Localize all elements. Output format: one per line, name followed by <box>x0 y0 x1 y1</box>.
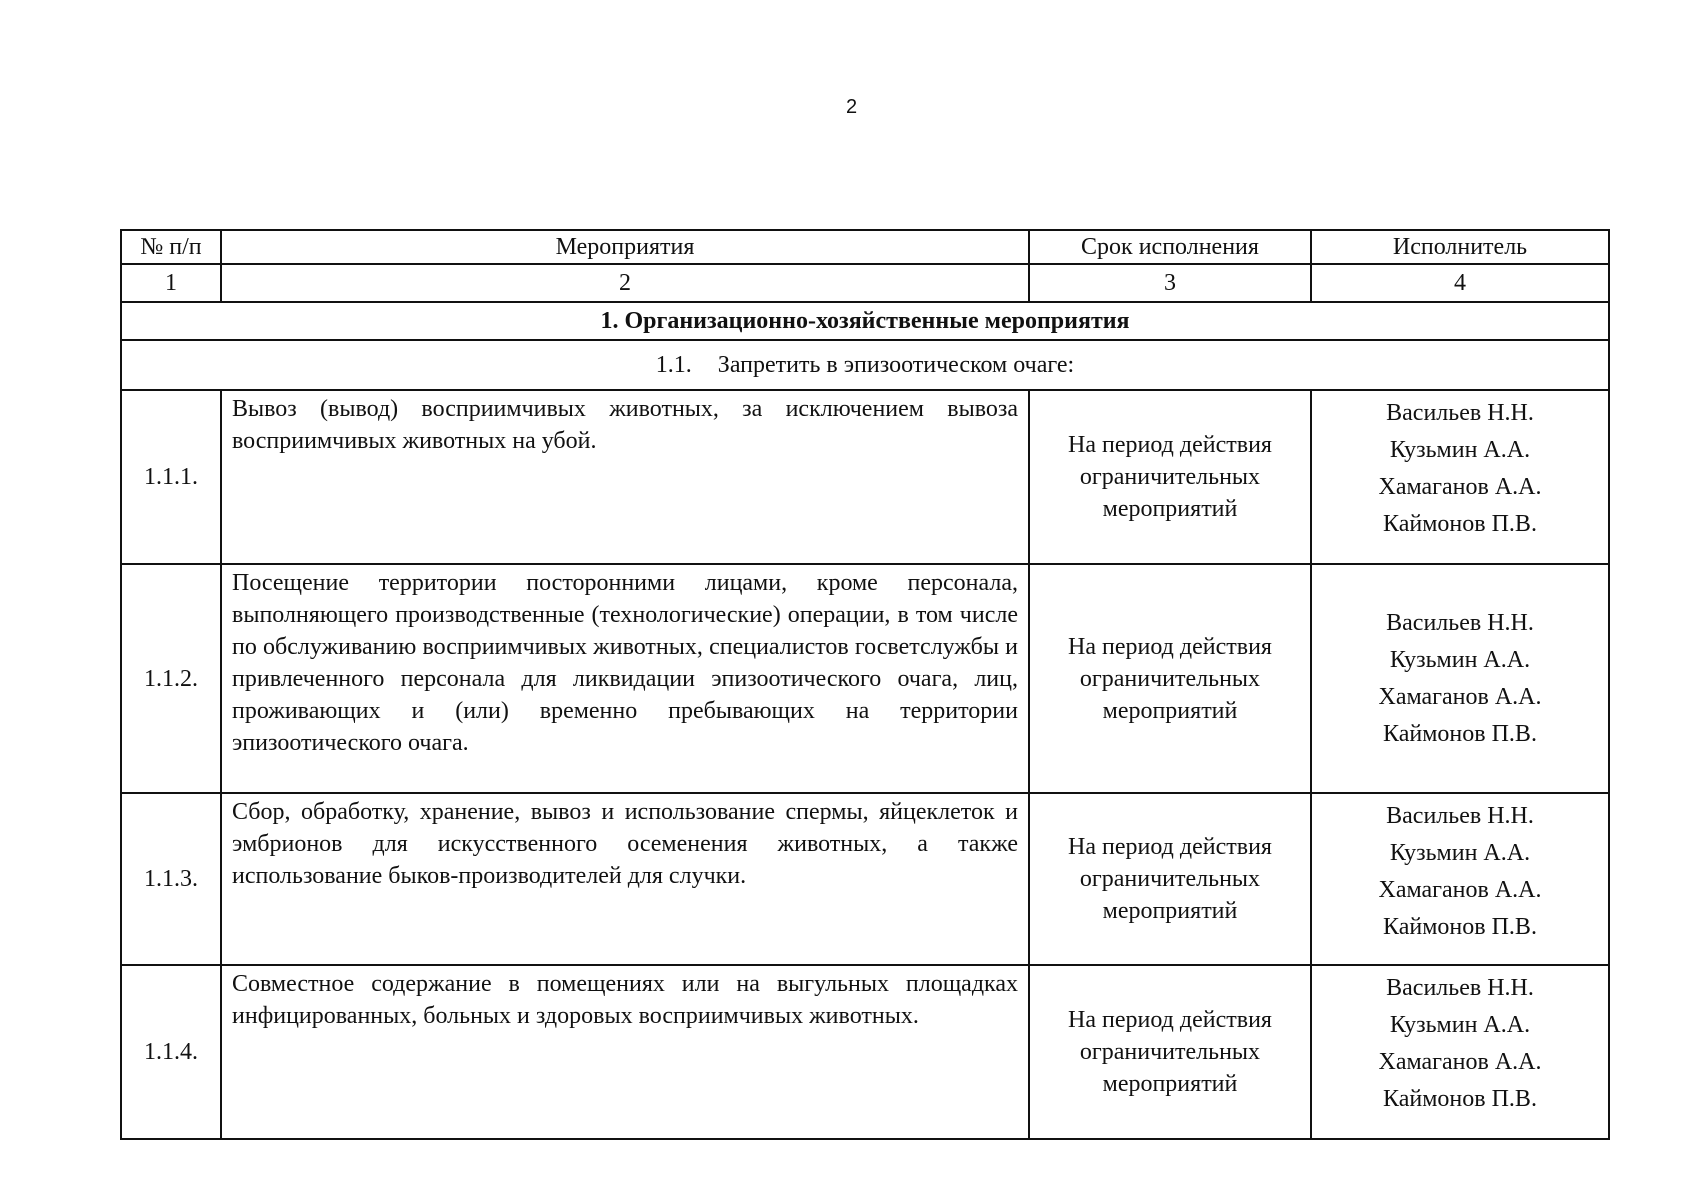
column-index: 3 <box>1029 264 1311 302</box>
executor-name: Каймонов П.В. <box>1383 914 1537 940</box>
header-activities: Мероприятия <box>221 230 1029 264</box>
row-executors <box>1311 390 1609 564</box>
header-executor: Исполнитель <box>1311 230 1609 264</box>
executor-name: Кузьмин А.А. <box>1389 646 1531 673</box>
measures-table <box>120 229 1610 1140</box>
row-activity: Сбор, обработку, хранение, вывоз и использование спермы, яйцеклеток и эмбрионов для искусственного осеменения животных, а также использование быков-производителей для случки. <box>221 793 1029 965</box>
header-term: Срок исполнения <box>1029 230 1311 264</box>
row-number: 1.1.1. <box>121 390 221 564</box>
row-number: 1.1.2. <box>121 564 221 793</box>
executor-name: Каймонов П.В. <box>1383 1086 1537 1112</box>
row-term: На период действия ограничительных мероприятий <box>1029 390 1311 564</box>
column-index: 1 <box>121 264 221 302</box>
subsection-row <box>121 340 1609 390</box>
table-row <box>121 390 1609 564</box>
executor-name: Хамаганов А.А. <box>1378 1049 1542 1075</box>
column-index-row <box>121 264 1609 302</box>
table-row <box>121 564 1609 793</box>
executor-name: Васильев Н.Н. <box>1386 975 1534 1001</box>
row-term: На период действия ограничительных мероприятий <box>1029 965 1311 1139</box>
row-number: 1.1.4. <box>121 965 221 1139</box>
row-term: На период действия ограничительных мероприятий <box>1029 793 1311 965</box>
row-executors <box>1311 564 1609 793</box>
header-row <box>121 230 1609 264</box>
executor-name: Васильев Н.Н. <box>1386 400 1534 426</box>
row-activity: Вывоз (вывод) восприимчивых животных, за исключением вывоза восприимчивых животных на убой. <box>221 390 1029 564</box>
executor-name: Кузьмин А.А. <box>1389 840 1531 866</box>
executor-name: Хамаганов А.А. <box>1378 474 1542 500</box>
subsection-cell <box>121 340 1609 390</box>
executor-name: Хамаганов А.А. <box>1378 877 1542 903</box>
page-number: 2 <box>845 96 858 118</box>
table-row <box>121 793 1609 965</box>
executor-name: Кузьмин А.А. <box>1389 1012 1531 1038</box>
executor-name: Кузьмин А.А. <box>1389 437 1531 463</box>
row-activity: Посещение территории посторонними лицами, кроме персонала, выполняющего производственные (технологические) операции, в том числе по обслуживанию восприимчивых животных, специалистов госветслужбы и привлеченного персонала для ликвидации эпизоотического очага, лиц, проживающих и (или) временно пребывающих на территории эпизоотического очага. <box>221 564 1029 793</box>
column-index: 4 <box>1311 264 1609 302</box>
executor-name: Каймонов П.В. <box>1383 720 1537 747</box>
executor-name: Васильев Н.Н. <box>1386 609 1534 636</box>
subsection-number: 1.1. <box>655 352 692 378</box>
subsection-title: Запретить в эпизоотическом очаге: <box>717 352 1075 378</box>
row-term: На период действия ограничительных мероприятий <box>1029 564 1311 793</box>
section-title: 1. Организационно-хозяйственные мероприятия <box>121 302 1609 340</box>
section-row <box>121 302 1609 340</box>
executor-name: Васильев Н.Н. <box>1386 803 1534 829</box>
row-executors <box>1311 965 1609 1139</box>
header-number: № п/п <box>121 230 221 264</box>
executor-name: Каймонов П.В. <box>1383 511 1537 537</box>
row-number: 1.1.3. <box>121 793 221 965</box>
row-executors <box>1311 793 1609 965</box>
column-index: 2 <box>221 264 1029 302</box>
row-activity: Совместное содержание в помещениях или на выгульных площадках инфицированных, больных и здоровых восприимчивых животных. <box>221 965 1029 1139</box>
table-row <box>121 965 1609 1139</box>
executor-name: Хамаганов А.А. <box>1378 683 1542 710</box>
